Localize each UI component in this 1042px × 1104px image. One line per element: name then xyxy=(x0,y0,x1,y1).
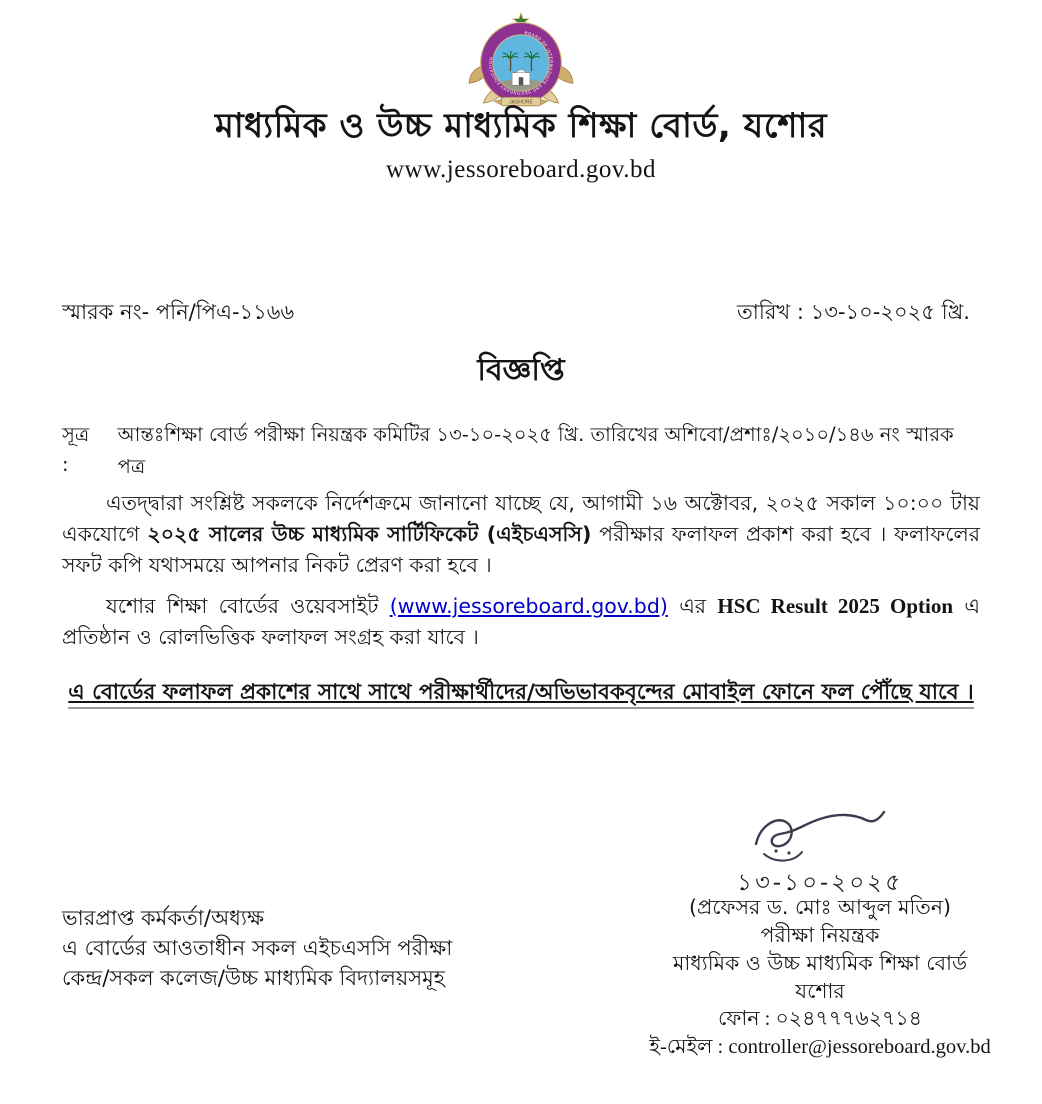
signatory-name: (প্রফেসর ড. মোঃ আব্দুল মতিন) xyxy=(688,895,952,919)
highlight-text: এ বোর্ডের ফলাফল প্রকাশের সাথে সাথে পরীক্ষার্থীদের/অভিভাবকবৃন্দের মোবাইল ফোনে ফল পৌঁছে যাবে । xyxy=(68,680,973,709)
highlight-announcement xyxy=(0,676,1042,712)
header-website-url: www.jessoreboard.gov.bd xyxy=(385,156,656,183)
notice-paragraph-2 xyxy=(62,591,980,653)
seal-ring-text: BOARD OF INTERMEDIATE AND SECONDARY EDUCATION xyxy=(487,30,555,96)
signature-date: ১৩-১০-২০২৫ xyxy=(735,870,905,896)
reference-line xyxy=(62,421,980,485)
signatory-org: মাধ্যমিক ও উচ্চ মাধ্যমিক শিক্ষা বোর্ড xyxy=(672,951,968,975)
notice-paragraph-1 xyxy=(62,488,980,581)
reference-label: সূত্র : xyxy=(62,423,90,476)
recipient-line-3: কেন্দ্র/সকল কলেজ/উচ্চ মাধ্যমিক বিদ্যালয়সমূহ xyxy=(62,966,445,990)
recipient-line-2: এ বোর্ডের আওতাধীন সকল এইচএসসি পরীক্ষা xyxy=(62,936,453,960)
org-name-title: মাধ্যমিক ও উচ্চ মাধ্যমিক শিক্ষা বোর্ড, যশোর xyxy=(214,106,828,146)
para2-text-start: যশোর শিক্ষা বোর্ডের ওয়েবসাইট xyxy=(106,594,390,618)
board-website-link[interactable]: (www.jessoreboard.gov.bd) xyxy=(389,594,668,618)
para2-text-end: এ প্রতিষ্ঠান ও রোলভিত্তিক ফলাফল সংগ্রহ করা যাবে । xyxy=(62,594,980,649)
reference-text: আন্তঃশিক্ষা বোর্ড পরীক্ষা নিয়ন্ত্রক কমিটির ১৩-১০-২০২৫ খ্রি. তারিখের অশিবো/প্রশাঃ/২০১০/১৪৬ নং স্মারক পত্র xyxy=(117,423,954,478)
para1-text-start: এতদ্দ্বারা সংশ্লিষ্ট সকলকে নির্দেশক্রমে জানানো যাচ্ছে যে, আগামী ১৬ অক্টোবর, ২০২৫ সকাল ১০:০০ টায় একযোগে xyxy=(62,491,980,546)
seal-banner-text: JASHORE xyxy=(509,99,533,106)
signatory-email: ই-মেইল : controller@jessoreboard.gov.bd xyxy=(649,1036,991,1058)
hsc-result-option-text: HSC Result 2025 Option xyxy=(717,594,954,618)
signatory-block xyxy=(620,893,1020,1061)
signatory-location: যশোর xyxy=(795,979,845,1003)
board-seal-icon xyxy=(467,12,575,112)
document-date: তারিখ : ১৩-১০-২০২৫ খ্রি. xyxy=(737,300,970,324)
signatory-phone: ফোন : ০২৪৭৭৭৬২৭১৪ xyxy=(718,1008,922,1030)
signatory-designation: পরীক্ষা নিয়ন্ত্রক xyxy=(760,923,880,947)
memo-number: স্মারক নং- পনি/পিএ-১১৬৬ xyxy=(62,300,295,324)
notice-heading: বিজ্ঞপ্তি xyxy=(477,353,565,388)
para1-bold-text: ২০২৫ সালের উচ্চ মাধ্যমিক সার্টিফিকেট (এইচএসসি) xyxy=(147,522,592,546)
recipient-block xyxy=(62,903,452,993)
para1-text-end: পরীক্ষার ফলাফল প্রকাশ করা হবে । ফলাফলের সফট কপি যথাসময়ে আপনার নিকট প্রেরণ করা হবে । xyxy=(62,522,981,577)
para2-text-mid: এর xyxy=(667,594,718,618)
recipient-line-1: ভারপ্রাপ্ত কর্মকর্তা/অধ্যক্ষ xyxy=(62,906,265,930)
